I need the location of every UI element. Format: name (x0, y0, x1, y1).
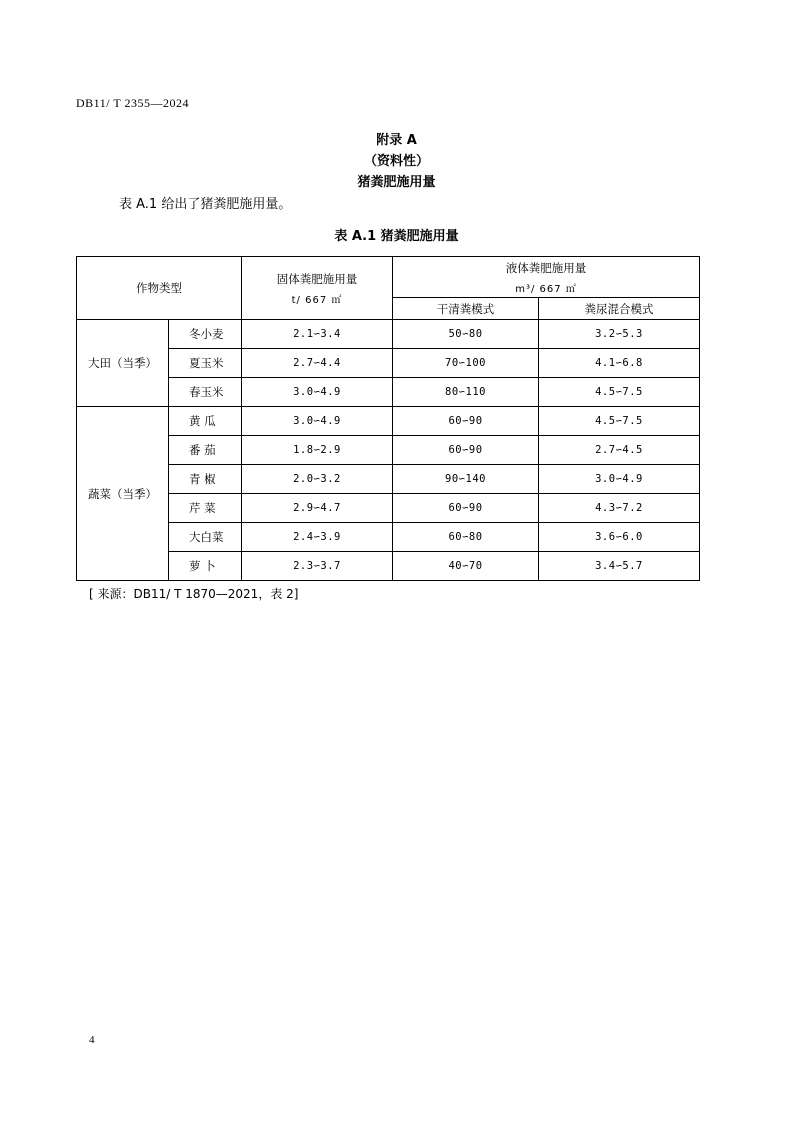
table-row (77, 552, 700, 581)
mixed-value: 3.6∽6.0 (539, 523, 700, 552)
table-row (77, 349, 700, 378)
mixed-value: 4.5∽7.5 (539, 378, 700, 407)
table-row (77, 436, 700, 465)
header-liquid (393, 257, 700, 298)
mixed-value: 2.7∽4.5 (539, 436, 700, 465)
header-mixed-mode: 粪尿混合模式 (539, 298, 700, 320)
crop-name: 番 茄 (169, 436, 242, 465)
dry-value: 60∽80 (393, 523, 539, 552)
table-caption: 表 A.1 猪粪肥施用量 (334, 229, 459, 244)
crop-name: 萝 卜 (169, 552, 242, 581)
solid-value: 2.7∽4.4 (242, 349, 393, 378)
solid-value: 2.1∽3.4 (242, 320, 393, 349)
mixed-value: 4.1∽6.8 (539, 349, 700, 378)
dry-value: 70∽100 (393, 349, 539, 378)
header-solid-unit: t/ 667 ㎡ (291, 294, 343, 306)
crop-name: 春玉米 (169, 378, 242, 407)
category-cell: 蔬菜（当季） (77, 407, 169, 581)
dry-value: 60∽90 (393, 436, 539, 465)
source-note: [ 来源：DB11/ T 1870—2021，表 2] (89, 587, 299, 601)
appendix-title: 猪粪肥施用量 (357, 175, 436, 190)
crop-name: 冬小麦 (169, 320, 242, 349)
crop-name: 芹 菜 (169, 494, 242, 523)
table-row (77, 523, 700, 552)
solid-value: 2.3∽3.7 (242, 552, 393, 581)
solid-value: 2.0∽3.2 (242, 465, 393, 494)
solid-value: 3.0∽4.9 (242, 407, 393, 436)
mixed-value: 3.4∽5.7 (539, 552, 700, 581)
solid-value: 2.9∽4.7 (242, 494, 393, 523)
header-solid-label: 固体粪肥施用量 (276, 271, 358, 286)
crop-name: 黄 瓜 (169, 407, 242, 436)
header-liquid-label: 液体粪肥施用量 (505, 260, 587, 275)
header-liquid-unit: m³/ 667 ㎡ (515, 283, 577, 295)
fertilizer-table (76, 256, 700, 581)
header-crop-type: 作物类型 (77, 257, 242, 320)
table-row (77, 320, 700, 349)
crop-name: 大白菜 (169, 523, 242, 552)
mixed-value: 4.5∽7.5 (539, 407, 700, 436)
appendix-label: 附录 A (376, 133, 417, 148)
solid-value: 2.4∽3.9 (242, 523, 393, 552)
dry-value: 60∽90 (393, 494, 539, 523)
page-number: 4 (89, 1034, 95, 1046)
table-row (77, 494, 700, 523)
dry-value: 40∽70 (393, 552, 539, 581)
mixed-value: 3.0∽4.9 (539, 465, 700, 494)
document-code: DB11/ T 2355—2024 (76, 96, 189, 110)
dry-value: 50∽80 (393, 320, 539, 349)
crop-name: 夏玉米 (169, 349, 242, 378)
intro-paragraph: 表 A.1 给出了猪粪肥施用量。 (119, 197, 292, 212)
table-row (77, 465, 700, 494)
solid-value: 1.8∽2.9 (242, 436, 393, 465)
dry-value: 90∽140 (393, 465, 539, 494)
mixed-value: 4.3∽7.2 (539, 494, 700, 523)
dry-value: 80∽110 (393, 378, 539, 407)
category-cell: 大田（当季） (77, 320, 169, 407)
table-row (77, 378, 700, 407)
crop-name: 青 椒 (169, 465, 242, 494)
header-dry-mode: 干清粪模式 (393, 298, 539, 320)
solid-value: 3.0∽4.9 (242, 378, 393, 407)
header-solid (242, 257, 393, 320)
table-row (77, 407, 700, 436)
mixed-value: 3.2∽5.3 (539, 320, 700, 349)
dry-value: 60∽90 (393, 407, 539, 436)
appendix-nature: （资料性） (363, 154, 429, 169)
